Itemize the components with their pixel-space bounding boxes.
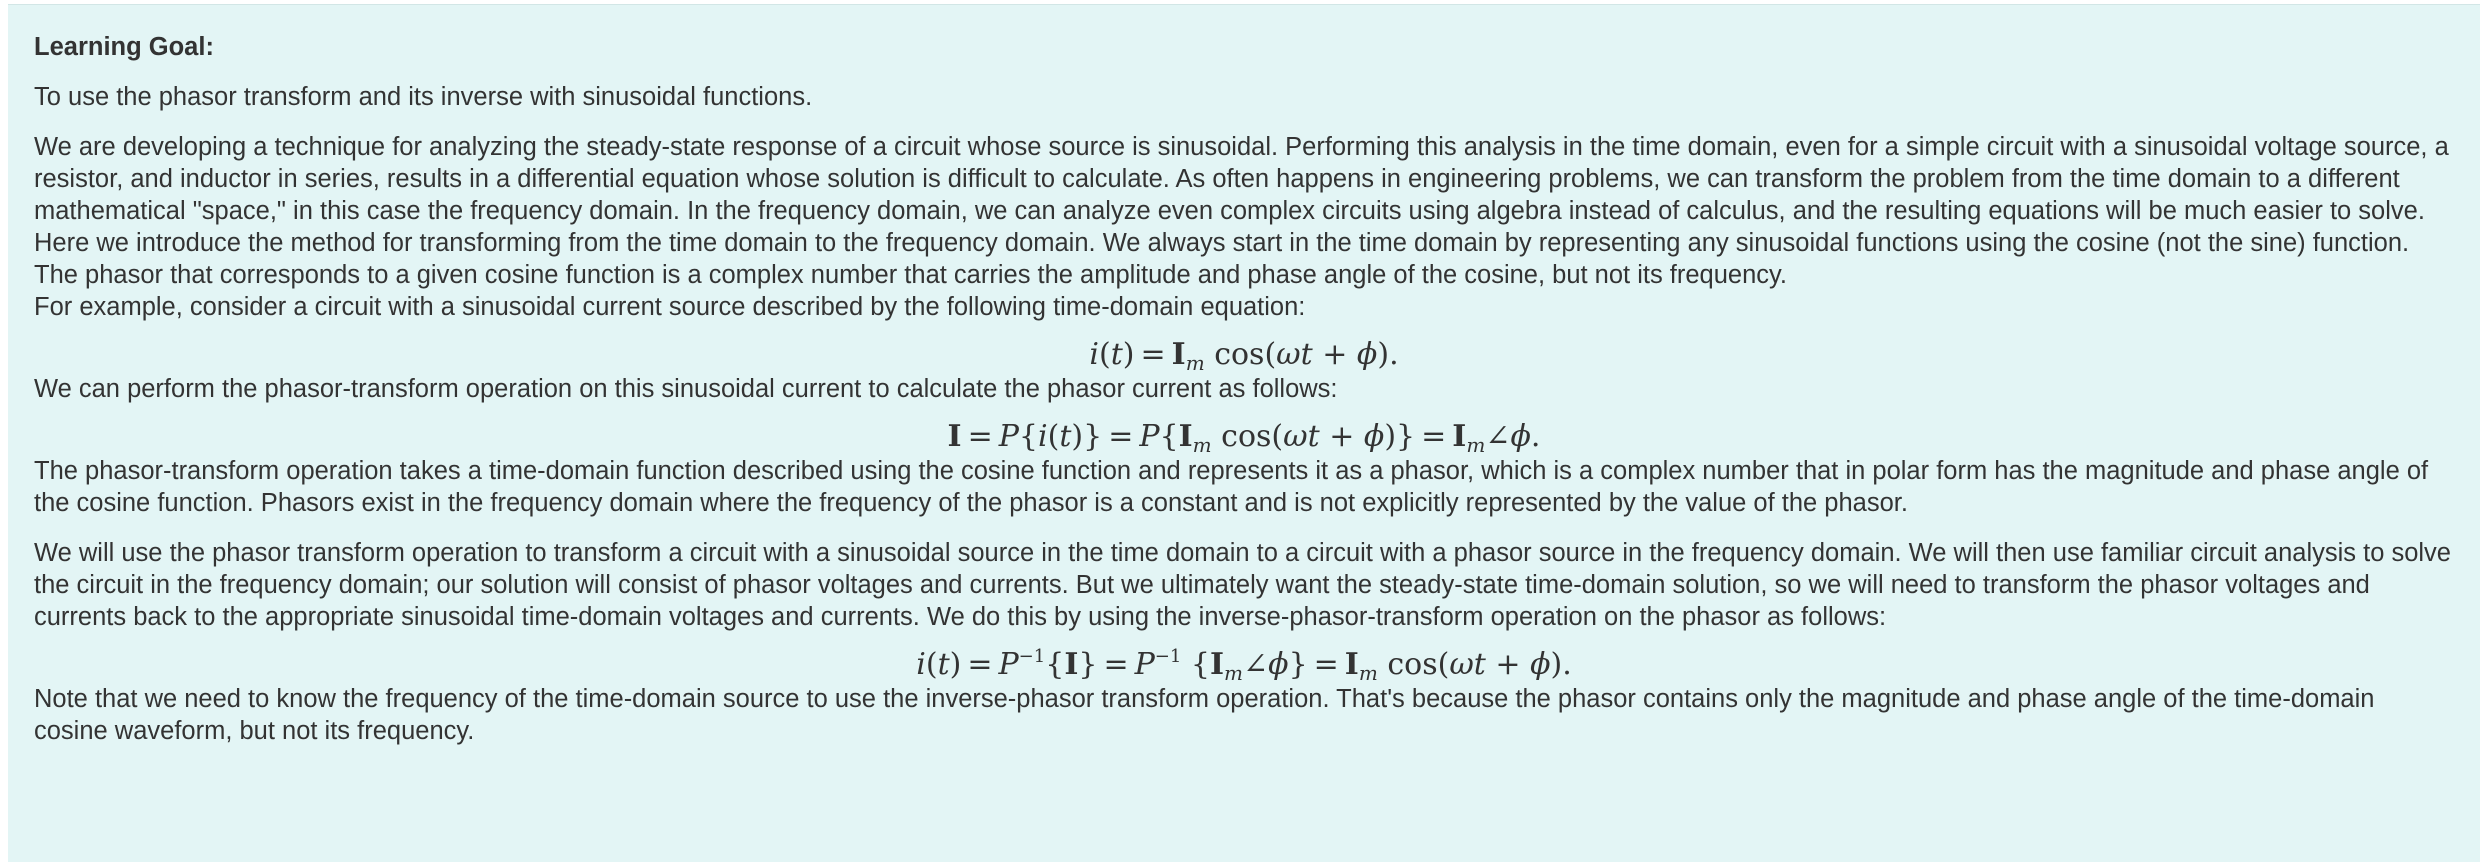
example-paragraph: For example, consider a circuit with a sinusoidal current source described by the following time-domain equation: xyxy=(34,293,1306,321)
equation-time-domain: $i(t) = I_m$ cos(ωt + ϕ). xyxy=(1089,337,1399,375)
equation-inverse-transform: $i(t) = P^{-1}\{I\} = P^{-1}$ $\{I_m\angle\phi\} = I_m$ cos(ωt + ϕ). xyxy=(916,646,1572,685)
learning-goal-panel xyxy=(8,4,2480,862)
closing-paragraph: Note that we need to know the frequency of the time-domain source to use the inverse-phasor transform operation. That's because the phasor contains only the magnitude and phase angle of the time-domain cosine waveform, but not its frequency. xyxy=(34,685,2375,745)
after-equation-2-paragraph: The phasor-transform operation takes a time-domain function described using the cosine function and represents it as a phasor, which is a complex number that in polar form has the magnitude and phase angle of the cosine function. Phasors exist in the frequency domain where the frequency of the phasor is a constant and is not explicitly represented by the value of the phasor. xyxy=(34,457,2429,517)
learning-goal-heading: Learning Goal: xyxy=(34,33,214,61)
method-paragraph: Here we introduce the method for transforming from the time domain to the frequency domain. We always start in the time domain by representing any sinusoidal functions using the cosine (not the sine) function. The phasor that corresponds to a given cosine function is a complex number that carries the amplitude and phase angle of the cosine, but not its frequency. xyxy=(34,229,2410,289)
after-equation-1-paragraph: We can perform the phasor-transform operation on this sinusoidal current to calculate the phasor current as follows: xyxy=(34,375,1338,403)
inverse-paragraph: We will use the phasor transform operation to transform a circuit with a sinusoidal source in the time domain to a circuit with a phasor source in the frequency domain. We will then use familiar circuit analysis to solve the circuit in the frequency domain; our solution will consist of phasor voltages and currents. But we ultimately want the steady-state time-domain solution, so we will need to transform the phasor voltages and currents back to the appropriate sinusoidal time-domain voltages and currents. We do this by using the inverse-phasor-transform operation on the phasor as follows: xyxy=(34,539,2451,631)
equation-phasor-transform: $I = P\{i(t)\} = P\{I_m$ $\cos(\omega t + \phi)\} = I_m\angle\phi$. xyxy=(947,419,1541,457)
intro-paragraph: We are developing a technique for analyzing the steady-state response of a circuit whose source is sinusoidal. Performing this analysis in the time domain, even for a simple circuit with a sinusoidal voltage source, a resistor, and inductor in series, results in a differential equation whose solution is difficult to calculate. As often happens in engineering problems, we can transform the problem from the time domain to a different mathematical "space," in this case the frequency domain. In the frequency domain, we can analyze even complex circuits using algebra instead of calculus, and the resulting equations will be much easier to solve. xyxy=(34,133,2449,225)
learning-goal-statement: To use the phasor transform and its inverse with sinusoidal functions. xyxy=(34,83,813,111)
